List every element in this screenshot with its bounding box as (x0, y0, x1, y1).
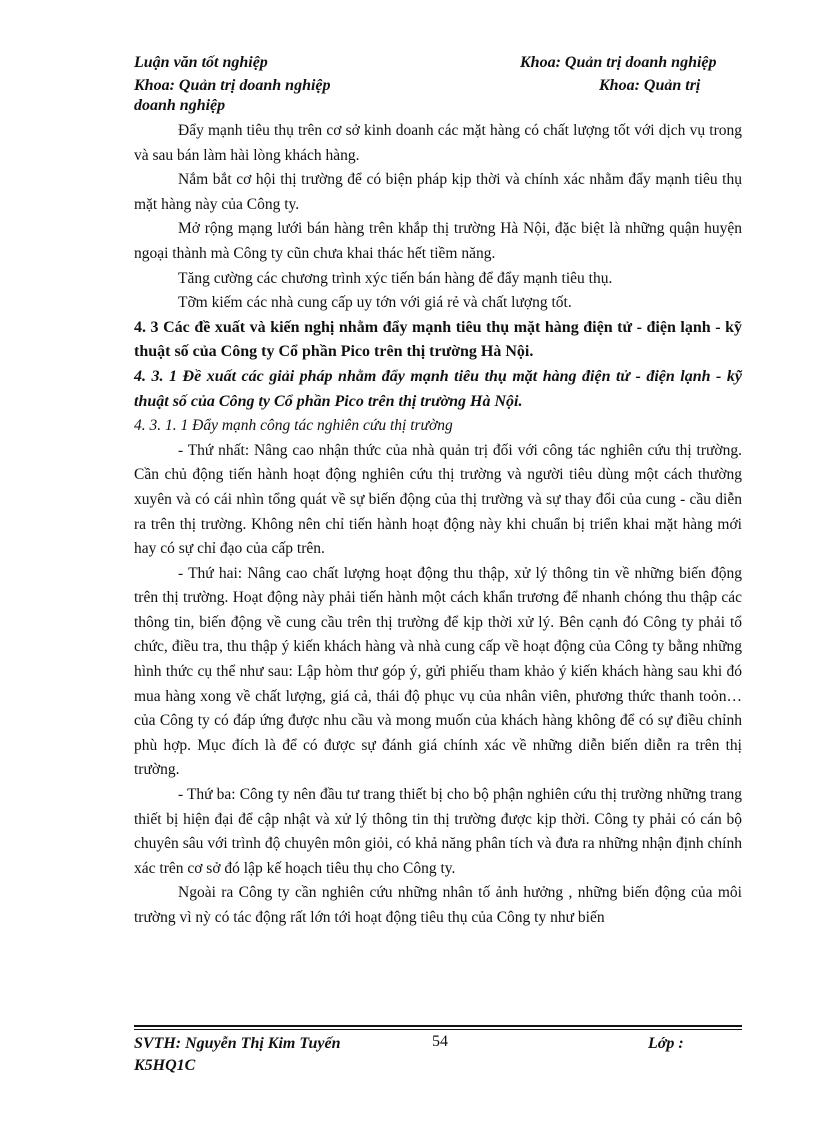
page-number: 54 (432, 1033, 448, 1050)
subsubsection-heading: 4. 3. 1. 1 Đẩy mạnh công tác nghiên cứu thị trường (134, 417, 453, 435)
footer-class-label: Lớp : (648, 1035, 684, 1052)
header-left-line1: Luận văn tốt nghiệp (134, 54, 268, 71)
paragraph: - Thứ ba: Công ty nên đầu tư trang thiết bị cho bộ phận nghiên cứu thị trường những trang thiết bị hiện đại để cập nhật và xử lý thông tin thị trường được kịp thời. Công ty phải có cán bộ chuyên sâu với trình độ chuyên môn giỏi, có khả năng phân tích và đưa ra những nhận định chính xác trên cơ sở đó lập kế hoạch tiêu thụ cho Công ty. (134, 786, 742, 877)
paragraph: Tỡm kiếm các nhà cung cấp uy tớn với giá rẻ và chất lượng tốt. (178, 294, 572, 312)
paragraph: Ngoài ra Công ty cần nghiên cứu những nhân tố ảnh hưởng , những biến động của môi trường vì nỳ có tác động rất lớn tới hoạt động tiêu thụ của Công ty như biến (134, 884, 742, 926)
footer-class-code: K5HQ1C (134, 1057, 196, 1074)
header-right-line1: Khoa: Quản trị doanh nghiệp (520, 54, 717, 71)
paragraph: Đẩy mạnh tiêu thụ trên cơ sở kinh doanh các mặt hàng có chất lượng tốt với dịch vụ trong và sau bán làm hài lòng khách hàng. (134, 122, 742, 164)
footer-student: SVTH: Nguyễn Thị Kim Tuyến (134, 1035, 341, 1052)
paragraph: - Thứ hai: Nâng cao chất lượng hoạt động thu thập, xử lý thông tin về những biến động trên thị trường. Hoạt động này phải tiến hành một cách khẩn trương để nhanh chóng thu thập các thông tin, biến động về cung cầu trên thị trường để kịp thời xử lý. Bên cạnh đó Công ty phải tổ chức, điều tra, thu thập ý kiến khách hàng và nhà cung cấp về hoạt động của Công ty bằng những hình thức cụ thể như sau: Lập hòm thư góp ý, gửi phiếu tham khảo ý kiến khách hàng sau khi đó mua hàng xong về chất lượng, giá cả, thái độ phục vụ của nhân viên, phương thức thanh toỏn…của Công ty có đáp ứng được nhu cầu và mong muốn của khách hàng không để có sự điều chỉnh phù hợp. Mục đích là để có được sự đánh giá chính xác về những diễn biến diễn ra trên thị trường. (134, 564, 742, 779)
header-left-line3: doanh nghiệp (134, 97, 226, 114)
paragraph: Mở rộng mạng lưới bán hàng trên khắp thị trường Hà Nội, đặc biệt là những quận huyện ngoại thành mà Công ty cũn chưa khai thác hết tiềm năng. (134, 220, 742, 262)
subsection-heading: 4. 3. 1 Đề xuất các giải pháp nhằm đẩy mạnh tiêu thụ mặt hàng điện tử - điện lạnh - kỹ thuật số của Công ty Cổ phần Pico trên thị trường Hà Nội. (134, 367, 742, 410)
header-left-line2: Khoa: Quản trị doanh nghiệp (134, 77, 331, 94)
document-body (134, 119, 742, 931)
section-heading: 4. 3 Các đề xuất và kiến nghị nhằm đẩy mạnh tiêu thụ mặt hàng điện tử - điện lạnh - kỹ thuật số của Công ty Cổ phần Pico trên thị trường Hà Nội. (134, 318, 742, 361)
footer-rule-thick (134, 1025, 742, 1027)
paragraph: Nắm bắt cơ hội thị trường để có biện pháp kịp thời và chính xác nhằm đẩy mạnh tiêu thụ mặt hàng này của Công ty. (134, 171, 742, 213)
paragraph: - Thứ nhất: Nâng cao nhận thức của nhà quản trị đối với công tác nghiên cứu thị trường. Cần chủ động tiến hành hoạt động nghiên cứu thị trường và người tiêu dùng một cách thường xuyên và có cái nhìn tổng quát về sự biến động của thị trường và sự thay đổi của cung - cầu diễn ra trên thị trường. Không nên chỉ tiến hành hoạt động này khi chuẩn bị triển khai mặt hàng mới hay có sự chỉ đạo của cấp trên. (134, 441, 742, 558)
footer-rule-thin (134, 1029, 742, 1030)
header-right-line2: Khoa: Quản trị (599, 77, 701, 94)
paragraph: Tăng cường các chương trình xýc tiến bán hàng để đẩy mạnh tiêu thụ. (178, 269, 613, 287)
